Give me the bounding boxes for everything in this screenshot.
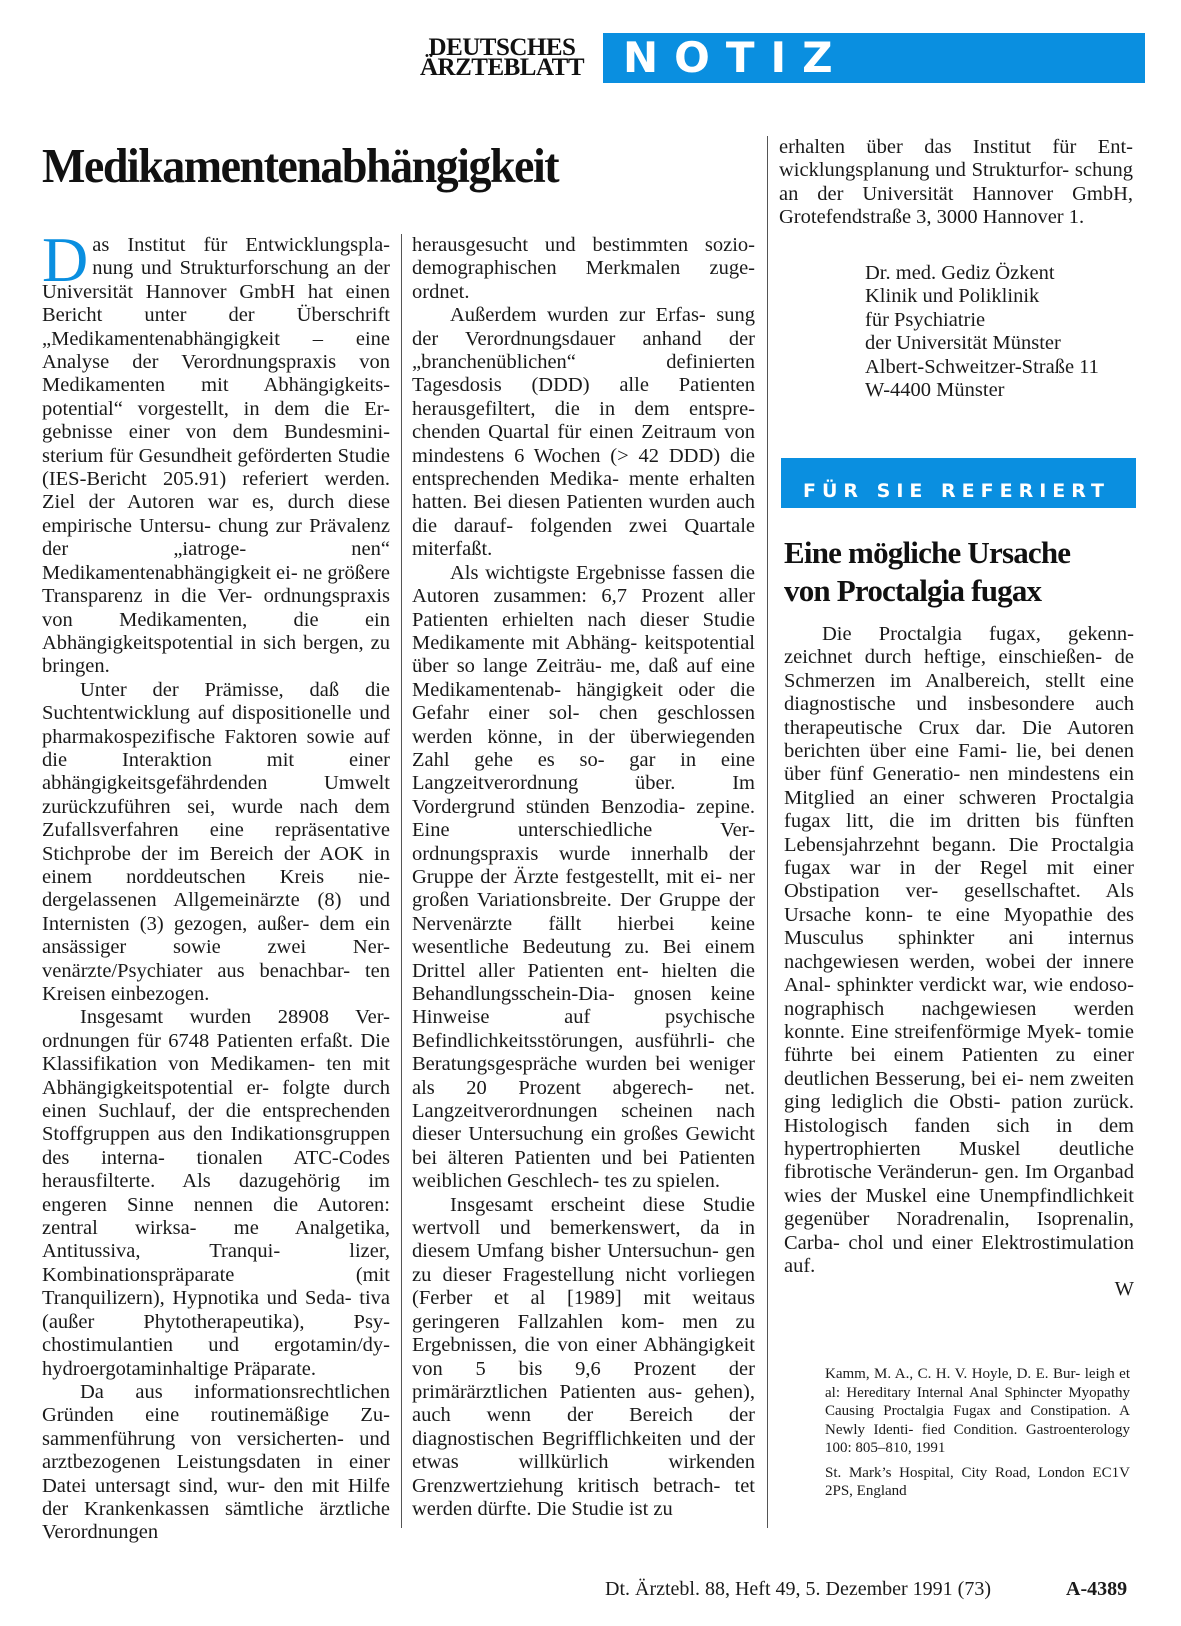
paragraph: Da aus informationsrechtlichen Gründen eine routinemäßige Zu- sammenführung von versicherten- und arztbezogenen Leistungsdaten in einer Datei untersagt sind, wur- den mit Hilfe der Krankenkassen sämtliche ärztliche Verordnungen bbox=[42, 1380, 390, 1544]
masthead-logo bbox=[418, 34, 586, 81]
reference-citation: Kamm, M. A., C. H. V. Hoyle, D. E. Bur- leigh et al: Hereditary Internal Anal Sphincter Myopathy Causing Proctalgia Fugax and Constipation. A Newly Identi- fied Condition. Gastroenterology 100: 805–810, 1991 bbox=[825, 1366, 1130, 1456]
paragraph: Unter der Prämisse, daß die Suchtentwicklung auf dispositionelle und pharmakospezifische Faktoren sowie auf die Interaktion mit einer abhängigkeitsgefährdenden Umwelt zurückzuführen sei, wurde nach dem Zufallsverfahren eine repräsentative Stichprobe der im Bereich der AOK in einem norddeutschen Kreis nie- dergelassenen Allgemeinärzte (8) und Internisten (3) gezogen, außer- dem ein ansässiger sowie zwei Ner- venärzte/Psychiater aus benachbar- ten Kreisen einbezogen. bbox=[42, 678, 390, 1005]
referat-label: FÜR SIE REFERIERT bbox=[803, 480, 1110, 502]
paragraph: herausgesucht und bestimmten sozio- demographischen Merkmalen zuge- ordnet. bbox=[412, 234, 755, 303]
paragraph: Außerdem wurden zur Erfas- sung der Verordnungsdauer anhand der „branchenüblichen“ definierten Tagesdosis (DDD) alle Patienten herausgefiltert, die in dem entspre- chenden Quartal für einen Zeitraum von mindestens 6 Wochen (> 42 DDD) die entsprechenden Medika- mente erhalten hatten. Bei diesen Patienten wurden auch die darauf- folgenden zwei Quartale miterfaßt. bbox=[412, 304, 755, 561]
paragraph bbox=[42, 224, 390, 679]
referat-title-line: Eine mögliche Ursache bbox=[784, 535, 1071, 570]
paragraph: Insgesamt wurden 28908 Ver- ordnungen für 6748 Patienten erfaßt. Die Klassifikation von Medikamen- ten mit Abhängigkeitspotential er- folgte durch einen Suchlauf, der die entsprechenden Stoffgruppen aus den Indikationsgruppen des interna- tionalen ATC-Codes herausfilterte. Als dazugehörig im engeren Sinne nennen die Autoren: zentral wirksa- me Analgetika, Antitussiva, Tranqui- lizer, Kombinationspräparate (mit Tranquilizern), Hypnotika und Seda- tiva (außer Phytotherapeutika), Psy- chostimulantien und ergotamin/dy- hydroergotaminhaltige Präparate. bbox=[42, 1006, 390, 1380]
author-signature: W bbox=[1114, 1278, 1134, 1301]
reference-affiliation: St. Mark’s Hospital, City Road, London EC1V 2PS, England bbox=[825, 1464, 1130, 1499]
address-line: der Universität Münster bbox=[865, 332, 1061, 355]
paragraph: erhalten über das Institut für Ent- wicklungsplanung und Strukturfor- schung an der Universität Hannover GmbH, Grotefendstraße 3, 3000 Hannover 1. bbox=[779, 136, 1133, 229]
referat-title-line: von Proctalgia fugax bbox=[784, 573, 1042, 608]
reference-block bbox=[825, 1365, 1130, 1507]
address-line: Albert-Schweitzer-Straße 11 bbox=[865, 355, 1099, 378]
column-divider bbox=[767, 136, 768, 1528]
address-line: Klinik und Poliklinik bbox=[865, 285, 1040, 308]
referat-body bbox=[784, 623, 1134, 1302]
referat-title bbox=[784, 534, 1134, 610]
paragraph: Insgesamt erscheint diese Studie wertvoll und bemerkenswert, da in diesem Umfang bisher Untersuchun- gen zu dieser Fragestellung nicht vorliegen (Ferber et al [1989] mit weitaus geringeren Fallzahlen kom- men zu Ergebnissen, die von einer Abhängigkeit von 5 bis 9,6 Prozent der primärärztlichen Patienten aus- gehen), auch wenn der Bereich der diagnostischen Begrifflichkeiten und der etwas willkürlich wirkenden Grenzwertziehung kritisch betrach- tet werden dürfte. Die Studie ist zu bbox=[412, 1193, 755, 1520]
column-divider bbox=[401, 234, 402, 1528]
address-line: W-4400 Münster bbox=[865, 379, 1005, 402]
referat-banner bbox=[781, 458, 1136, 508]
section-banner: NOTIZ bbox=[603, 33, 1145, 83]
paragraph: Als wichtigste Ergebnisse fassen die Autoren zusammen: 6,7 Prozent aller Patienten erhielten nach dieser Studie Medikamente mit Abhäng- keitspotential über so lange Zeiträu- me, daß auf eine Medikamentenab- hängigkeit oder die Gefahr einer sol- chen geschlossen werden könne, in der überwiegenden Zahl gehe es so- gar in eine Langzeitverordnung über. Im Vordergrund stünden Benzodia- zepine. Eine unterschiedliche Ver- ordnungspraxis wurde innerhalb der Gruppe der Ärzte festgestellt, mit ei- ner großen Variationsbreite. Der Gruppe der Nervenärzte fällt hierbei keine wesentliche Bedeutung zu. Bei einem Drittel aller Patienten ent- hielten die Behandlungsschein-Dia- gnosen keine Hinweise auf psychische Befindlichkeitsstörungen, ausführli- che Beratungsgespräche wurden bei weniger als 20 Prozent abgerech- net. Langzeitverordnungen scheinen nach dieser Untersuchung ein großes Gewicht bei älteren Patienten und bei Patienten weiblichen Geschlech- tes zu spielen. bbox=[412, 561, 755, 1193]
paragraph-text: as Institut für Entwicklungspla- nung und Strukturforschung an der Universität Hannover GmbH hat einen Bericht unter der Überschrift „Medikamentenabhängigkeit – eine Analyse der Verordnungspraxis von Medikamenten mit Abhängigkeits- potential“ vorgestellt, in dem die Er- gebnisse einer von dem Bundesmini- sterium für Gesundheit geförderten Studie (IES-Bericht 205.91) referiert werden. Ziel der Autoren war es, durch diese empirische Untersu- chung zur Prävalenz der „iatroge- nen“ Medikamentenabhängigkeit ei- ne größere Transparenz in die Ver- ordnungspraxis von Medikamenten, die ein Abhängigkeitspotential in sich bergen, zu bringen. bbox=[42, 234, 390, 678]
logo-line-2: ÄRZTEBLATT bbox=[419, 54, 585, 81]
article-title: Medikamentenabhängigkeit bbox=[42, 139, 559, 193]
footer-citation: Dt. Ärztebl. 88, Heft 49, 5. Dezember 1991 (73) bbox=[605, 1578, 991, 1600]
author-address bbox=[865, 262, 1145, 402]
article-column-1 bbox=[42, 224, 390, 1545]
address-line: für Psychiatrie bbox=[865, 308, 986, 331]
article-column-2 bbox=[412, 234, 755, 1521]
address-line: Dr. med. Gediz Özkent bbox=[865, 262, 1055, 284]
paragraph: Die Proctalgia fugax, gekenn- zeichnet durch heftige, einschießen- de Schmerzen im Analbereich, stellt eine diagnostische und insbesondere auch therapeutische Crux dar. Die Autoren berichten über eine Fami- lie, bei denen über fünf Generatio- nen mindestens ein Mitglied an einer schweren Proctalgia fugax litt, die im dritten bis fünften Lebensjahrzehnt begann. Die Proctalgia fugax war in der Regel mit einer Obstipation ver- gesellschaftet. Als Ursache konn- te eine Myopathie des Musculus sphinkter ani internus nachgewiesen werden, wobei der innere Anal- sphinkter verdickt war, wie endoso- nographisch nachgewiesen werden konnte. Eine streifenförmige Myek- tomie führte bei einem Patienten zu einer deutlichen Besserung, bei ei- nem zweiten ging lediglich die Obsti- pation zurück. Histologisch fanden sich in dem hypertrophierten Muskel deutliche fibrotische Veränderun- gen. Im Organbad wies der Muskel eine Unempfindlichkeit gegenüber Noradrenalin, Isoprenalin, Carba- chol und einer Elektrostimulation auf. bbox=[784, 623, 1134, 1277]
page-number: A-4389 bbox=[1066, 1578, 1128, 1600]
article-column-3 bbox=[779, 136, 1133, 230]
dropcap: D bbox=[42, 224, 89, 295]
logo-line-1: DEUTSCHES bbox=[428, 34, 576, 61]
